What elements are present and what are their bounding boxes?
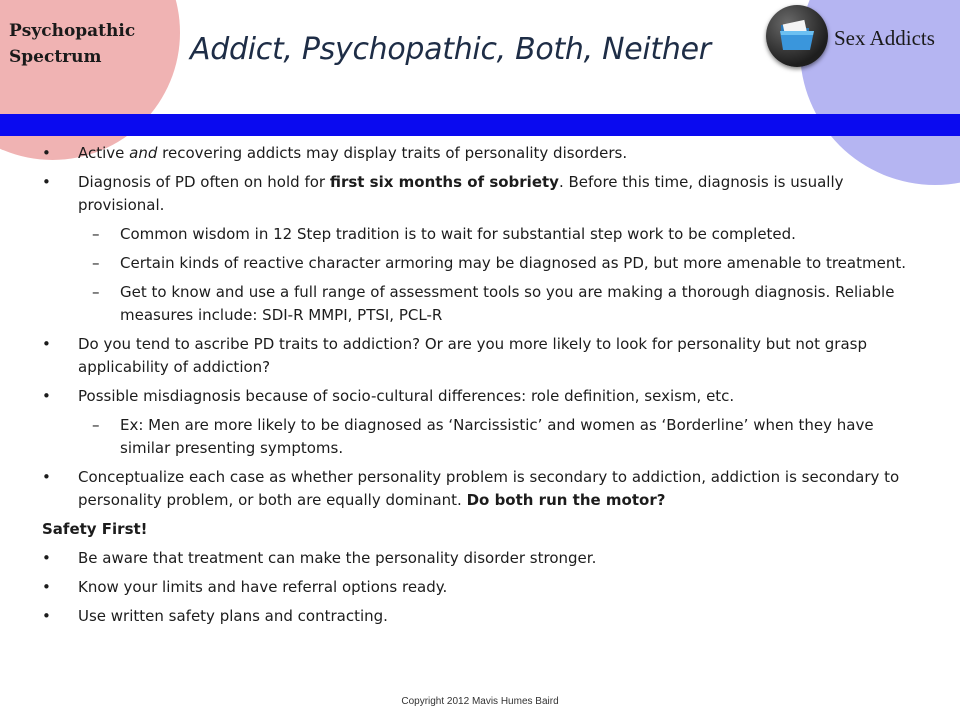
bullet-mark: • xyxy=(42,387,51,405)
section-label-left-line2: Spectrum xyxy=(9,47,102,67)
bullet-item xyxy=(0,466,960,512)
bullet-text: Be aware that treatment can make the personality disorder stronger. xyxy=(78,549,597,567)
dash-mark: – xyxy=(92,254,100,272)
header-blue-band xyxy=(0,114,960,136)
sub-bullet-text: Certain kinds of reactive character armoring may be diagnosed as PD, but more amenable to treatment. xyxy=(120,254,906,272)
bullet-text: Do you tend to ascribe PD traits to addiction? Or are you more likely to look for personality but not grasp applicability of addiction? xyxy=(78,335,867,376)
bullet-text-bold: Do both run the motor? xyxy=(466,491,666,509)
sub-bullet-item xyxy=(0,252,960,275)
bullet-text-italic: and xyxy=(129,144,158,162)
copyright-footer: Copyright 2012 Mavis Humes Baird xyxy=(401,696,559,707)
safety-heading: Safety First! xyxy=(42,520,148,538)
bullet-mark: • xyxy=(42,578,51,596)
bullet-item xyxy=(0,142,960,165)
bullet-mark: • xyxy=(42,173,51,191)
bullet-mark: • xyxy=(42,607,51,625)
bullet-text: recovering addicts may display traits of personality disorders. xyxy=(157,144,628,162)
bullet-mark: • xyxy=(42,335,51,353)
sub-bullet-item xyxy=(0,281,960,327)
bullet-mark: • xyxy=(42,549,51,567)
dash-mark: – xyxy=(92,283,100,301)
bullet-text: Know your limits and have referral options ready. xyxy=(78,578,448,596)
bullet-text: Active xyxy=(78,144,130,162)
bullet-text: Conceptualize each case as whether personality problem is secondary to addiction, addiction is secondary to personality problem, or both are equally dominant. xyxy=(78,468,900,509)
bullet-text: Diagnosis of PD often on hold for xyxy=(78,173,330,191)
sub-bullet-item xyxy=(0,223,960,246)
section-label-left xyxy=(9,18,135,70)
bullet-item xyxy=(0,547,960,570)
sub-bullet-text: Ex: Men are more likely to be diagnosed as ‘Narcissistic’ and women as ‘Borderline’ when they have similar presenting symptoms. xyxy=(120,416,874,457)
dash-mark: – xyxy=(92,416,100,434)
bullet-item xyxy=(0,385,960,408)
bullet-text: . Before this time, diagnosis is usually provisional. xyxy=(78,173,844,214)
bullet-mark: • xyxy=(42,468,51,486)
bullet-text-bold: first six months of sobriety xyxy=(329,173,559,191)
slide-title: Addict, Psychopathic, Both, Neither xyxy=(190,32,711,67)
section-label-right: Sex Addicts xyxy=(834,26,935,50)
sub-bullet-item xyxy=(0,414,960,460)
slide-body xyxy=(0,142,960,634)
bullet-mark: • xyxy=(42,144,51,162)
folder-icon xyxy=(779,19,815,53)
bullet-text: Use written safety plans and contracting. xyxy=(78,607,388,625)
bullet-item xyxy=(0,605,960,628)
bullet-item xyxy=(0,576,960,599)
bullet-text: Possible misdiagnosis because of socio-cultural differences: role definition, sexism, etc. xyxy=(78,387,735,405)
folder-button[interactable] xyxy=(766,5,828,67)
bullet-item xyxy=(0,171,960,217)
bullet-item xyxy=(0,333,960,379)
sub-bullet-text: Common wisdom in 12 Step tradition is to wait for substantial step work to be completed. xyxy=(120,225,796,243)
sub-bullet-text: Get to know and use a full range of assessment tools so you are making a thorough diagnosis. Reliable measures include: SDI-R MMPI, PTSI, PCL-R xyxy=(120,283,895,324)
dash-mark: – xyxy=(92,225,100,243)
section-label-left-line1: Psychopathic xyxy=(9,21,136,41)
